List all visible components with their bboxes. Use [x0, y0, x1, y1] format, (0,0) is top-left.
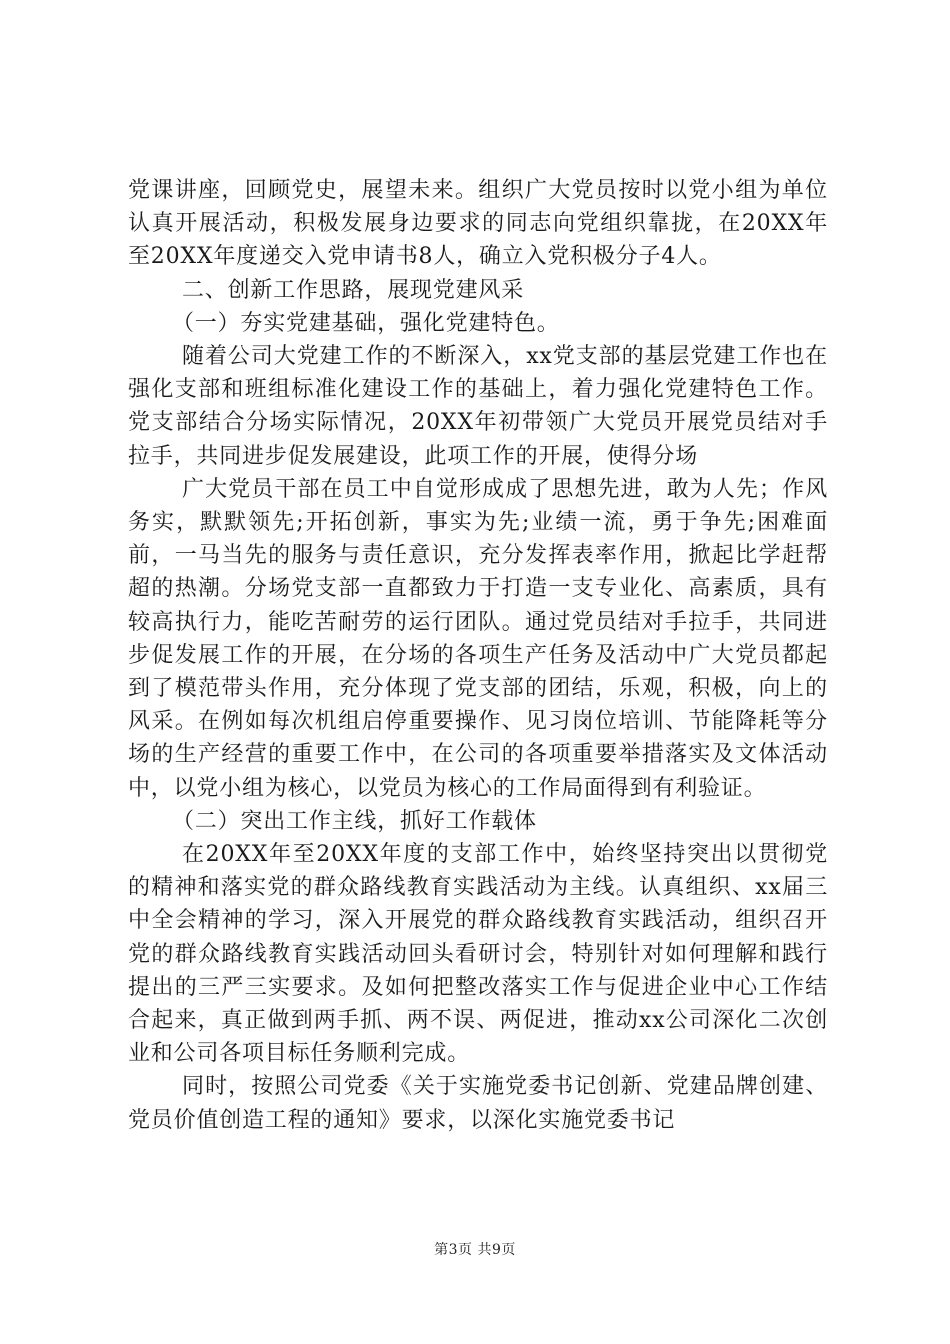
body-paragraph: 同时，按照公司党委《关于实施党委书记创新、党建品牌创建、党员价值创造工程的通知》要求，以深化实施党委书记 — [128, 1074, 828, 1133]
page-footer: 第3页 共9页 — [434, 1242, 516, 1258]
body-paragraph: 广大党员干部在员工中自觉形成成了思想先进，敢为人先；作风务实，默默领先;开拓创新，事实为先;业绩一流，勇于争先;困难面前，一马当先的服务与责任意识，充分发挥表率作用，掀起比学赶帮超的热潮。分场党支部一直都致力于打造一支专业化、高素质，具有较高执行力，能吃苦耐劳的运行团队。通过党员结对手拉手，共同进步促发展工作的开展，在分场的各项生产任务及活动中广大党员都起到了模范带头作用，充分体现了党支部的团结，乐观，积极，向上的风采。在例如每次机组启停重要操作、见习岗位培训、节能降耗等分场的生产经营的重要工作中，在公司的各项重要举措落实及文体活动中，以党小组为核心，以党员为核心的工作局面得到有利验证。 — [128, 476, 828, 801]
body-paragraph: 在20XX年至20XX年度的支部工作中，始终坚持突出以贯彻党的精神和落实党的群众路线教育实践活动为主线。认真组织、xx届三中全会精神的学习，深入开展党的群众路线教育实践活动，组织召开党的群众路线教育实践活动回头看研讨会，特别针对如何理解和践行提出的三严三实要求。及如何把整改落实工作与促进企业中心工作结合起来，真正做到两手抓、两不误、两促进，推动xx公司深化二次创业和公司各项目标任务顺利完成。 — [128, 842, 828, 1067]
subsection-heading: （一）夯实党建基础，强化党建特色。 — [172, 310, 560, 336]
body-paragraph: 党课讲座，回顾党史，展望未来。组织广大党员按时以党小组为单位认真开展活动，积极发展身边要求的同志向党组织靠拢，在20XX年至20XX年度递交入党申请书8人，确立入党积极分子4人。 — [128, 178, 828, 270]
subsection-heading: （二）突出工作主线，抓好工作载体 — [172, 808, 537, 834]
body-paragraph: 随着公司大党建工作的不断深入，xx党支部的基层党建工作也在强化支部和班组标准化建设工作的基础上，着力强化党建特色工作。党支部结合分场实际情况，20XX年初带领广大党员开展党员结对手拉手，共同进步促发展建设，此项工作的开展，使得分场 — [128, 344, 828, 469]
section-heading: 二、创新工作思路，展现党建风采 — [182, 277, 525, 303]
document-body — [128, 174, 828, 1137]
